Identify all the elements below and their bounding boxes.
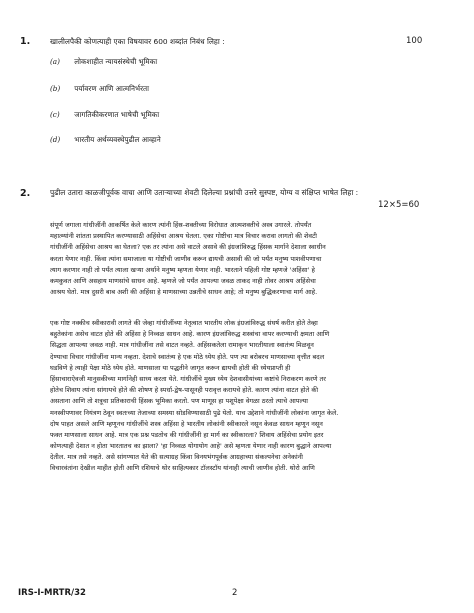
passage-line: हिंसाचाराऐवजी मानुसकीच्या मार्गानेही साध्य करता येते. गांधीजींचे मुख्य ध्येय देशवासीयांच्या कष्टांचे निराकरण करणे तर [50,374,326,383]
passage-line: होतेच शिवाय त्यांना सांगायचे होते की शोषण हे स्पर्धा-द्वेष-पासूनही परावृत्त करायचे होते. कारण त्यांना वाटत होते की [50,386,319,395]
passage-line: करता येणार नाही. किंवा त्यांना समाजाला या गोष्टीची जाणीव करून द्यायची असावी की जो पर्यंत मनुष्य पाशवीपणाचा [50,254,322,263]
passage-line: संपूर्ण जगाला गांधीजींनी आकर्षित केले कारण त्यांनी हिंस्र-शक्तीच्या विरोधात आत्मशक्तीचे अस्त्र उगारले. तोपर्यंत [50,221,312,229]
passage-line: असताना आणि तो शत्रूचा प्रतिकाराची हिंसक भूमिका करतो. पण माणूस हा पशूपेक्षा वेगळा ठरतो त्याचे आपल्या [50,397,308,406]
passage-line: एक गोष्ट नक्कीच स्वीकारावी लागते की जेव्हा गांधीजींच्या नेतृत्वात भारतीय लोक इंग्रजांविरुद्ध संघर्ष करीत होते तेव्हा [50,319,318,327]
option-label: (a) [50,57,60,66]
passage-line: महात्म्यांनी शांतता प्रस्थापित करण्यासाठी अहिंसेचा आश्रय घेतला. एका गोष्टीचा मात्र विचार करावा लागतो की शेवटी [50,232,317,241]
q1-option-a [50,56,157,67]
option-text: जागतिकीकरणात भाषेची भूमिका [74,110,160,119]
option-label: (d) [50,135,61,144]
option-text: पर्यावरण आणि आत्मनिर्भरता [74,84,149,93]
passage-line: फक्त माणसाला साधन आहे. मात्र एक प्रश्न पडतोच की गांधीजींनी हा मार्ग का स्वीकारला? शिवाय अहिंसेचा प्रयोग इतर [50,430,324,439]
passage-line: दोष पाहत असले आणि म्हणूनच गांधीजींचे शस्त्र अहिंसा हे भारतीय लोकांनी स्वीकारले नसून केवळ साधन म्हणून नसून [50,419,323,428]
passage-line: कोणत्याही देशात न होता भारतातच का झाला? 'हा निव्वळ योगायोग आहे' असे म्हणता येणार नाही कारण बुद्धाने आपल्या [50,442,332,451]
passage-line: देतील. मात्र तसे नव्हते. असे सांगण्यात येते की सत्याग्रह किंवा विनयभंगपूर्वक आग्रहाच्या संकल्पनेचा अनेकांनी [50,453,303,462]
q1-prompt: खालीलपैकी कोणत्याही एका विषयावर 600 शब्दांत निबंध लिहा : [50,37,225,46]
q2-number: 2. [20,188,31,199]
q2-marks: 12×5=60 [378,200,420,210]
paper-code: IRS-I-MRTR/32 [18,588,86,598]
passage-paragraph-2 [50,318,442,475]
passage-line: घडविणे हे त्याही पेक्षा मोठे ध्येय होते. माणसाला या पद्धतीने जागृत करून द्यायची होती की ध्येयप्राप्ती ही [50,363,291,372]
q1-option-b [50,83,149,94]
option-text: लोकशाहीत न्यायसंस्थेची भूमिका [74,57,158,66]
passage-line: मनस्वीपणावर नियंत्रण ठेवून स्वतःच्या तेजाच्या समस्या सोडविण्यासाठी पुढे येतो. याच उद्देशाने गांधीजींनी लोकांना जागृत केले. [50,408,339,417]
q1-number: 1. [20,36,31,47]
passage-line: सिद्धता आपल्या जवळ नाही. मात्र गांधीजींना तसे वाटत नव्हते. अहिंसकतेला रामाकृन भारतीयाला स्वातंत्र्य मिळवून [50,341,314,350]
q1-option-d [50,134,161,145]
page-number: 2 [232,588,238,598]
passage-line: बहुतेकांना असेच वाटत होते की अहिंसा हे निव्वळ साधन आहे. कारण इंग्रजांविरुद्ध शस्त्रांचा वापर करण्याची क्षमता आणि [50,330,330,339]
option-label: (b) [50,84,61,93]
q1-marks: 100 [406,36,423,46]
option-text: भारतीय अर्थव्यवस्थेपुढील आव्हाने [74,135,161,144]
passage-paragraph-1 [50,220,442,298]
passage-line: विचारवंतांना देखील माहीत होती आणि रशियाचे थोर साहित्यकार टॉलस्टॉय यांनाही त्याची जाणीव होती. थोरो आणि [50,464,315,473]
q2-prompt: पुढील उतारा काळजीपूर्वक वाचा आणि उताऱ्याच्या शेवटी दिलेल्या प्रश्नांची उत्तरे सुस्पष्ट, योग्य व संक्षिप्त भाषेत लिहा : [50,188,359,197]
passage-line: कमकुवत आणि असहाय माणसांचे साधन आहे. म्हणजे जो पर्यंत आपल्या जवळ ताकद नाही तोवर आश्रय अहिंसेचा [50,276,316,285]
passage-line: त्याग करणार नाही तो पर्यंत त्याला खऱ्या अर्थाने मनुष्य म्हणता येणार नाही. भारताने पहिली गोष्ट म्हणजे 'अहिंसा' हे [50,265,315,274]
passage-line: देण्याचा विचार गांधीजींना मान्य नव्हता. देशाचे स्वातंत्र्य हे एक मोठे ध्येय होते. पण त्या बरोबरच माणसाच्या वृत्तीत बदल [50,352,325,361]
option-label: (c) [50,110,60,119]
passage-line: आश्रय घेतो. मात्र दुसरी बाब अशी की अहिंसा हे माणसाच्या उन्नतीचे साधन आहे; तो मनुष्य बुद्धिकरणाचा मार्ग आहे. [50,288,318,297]
passage-line: गांधीजींनी अहिंसेचा आश्रय का घेतला? एक तर त्यांना असे वाटले असावे की इंग्रजांविरुद्ध हिंसक मार्गाने देशाला स्वाधीन [50,243,326,252]
q1-option-c [50,109,159,120]
